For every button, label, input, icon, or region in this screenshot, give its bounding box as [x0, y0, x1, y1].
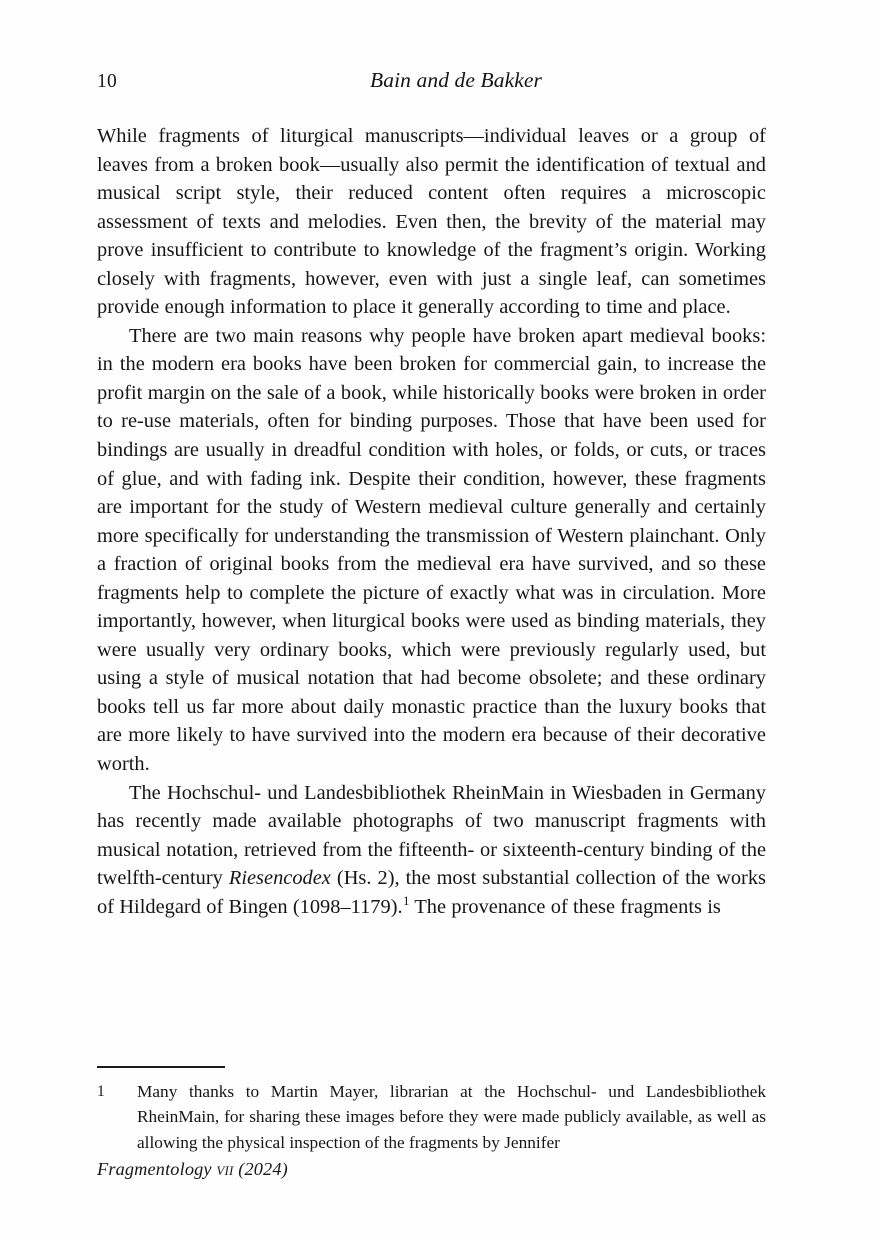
page-number: 10: [97, 71, 117, 92]
footer-journal-title: Fragmentology: [97, 1159, 212, 1179]
paragraph-3: [97, 779, 766, 922]
footnote-area: [97, 1066, 766, 1155]
footnote-reference-1[interactable]: 1: [403, 893, 410, 908]
paragraph-3-segment-1: The Hochschul- und Landesbibliothek RheinMain in Wiesbaden in Germany has recently made available photographs of two manuscript fragments with musical notation, retrieved from the fifteenth- or sixteenth-century binding of the twelfth-century: [97, 781, 766, 890]
footnote-separator-rule: [97, 1066, 225, 1068]
running-head: [97, 68, 765, 98]
page-footer: [97, 1159, 288, 1180]
paragraph-3-segment-3: The provenance of these fragments is: [409, 895, 721, 918]
footnote-number: 1: [97, 1083, 105, 1100]
riesencodex-title: Riesencodex: [228, 867, 331, 890]
body-text-block: [97, 122, 766, 921]
footnote-text: Many thanks to Martin Mayer, librarian at the Hochschul- und Landesbibliothek RheinMain, for sharing these images before they were made publicly available, as well as allowing the physical inspection of the fragments by Jennifer: [137, 1082, 766, 1152]
footer-volume: vii: [216, 1159, 234, 1179]
paragraph-1: While fragments of liturgical manuscripts—individual leaves or a group of leaves from a broken book—usually also permit the identification of textual and musical script style, their reduced content often requires a microscopic assessment of texts and melodies. Even then, the brevity of the material may prove insufficient to contribute to knowledge of the fragment’s origin. Working closely with fragments, however, even with just a single leaf, can sometimes provide enough information to place it generally according to time and place.: [97, 125, 766, 319]
footer-year: (2024): [238, 1159, 288, 1179]
paragraph-3-segment-2: (Hs. 2), the most substantial collection of the works of Hildegard of Bingen (1098–1179).: [97, 867, 766, 918]
footnote-item: [97, 1079, 766, 1155]
running-head-title: Bain and de Bakker: [370, 68, 542, 92]
paragraph-2: There are two main reasons why people have broken apart medieval books: in the modern era books have been broken for commercial gain, to increase the profit margin on the sale of a book, while historically books were broken in order to re-use materials, often for binding purposes. Those that have been used for bindings are usually in dreadful condition with holes, or folds, or cuts, or traces of glue, and with fading ink. Despite their condition, however, these fragments are important for the study of Western medieval culture generally and certainly more specifically for understanding the transmission of Western plainchant. Only a fraction of original books from the medieval era have survived, and so these fragments help to complete the picture of exactly what was in circulation. More importantly, however, when liturgical books were used as binding materials, they were usually very ordinary books, which were previously regularly used, but using a style of musical notation that had become obsolete; and these ordinary books tell us far more about daily monastic practice than the luxury books that are more likely to have survived into the modern era because of their decorative worth.: [97, 324, 766, 776]
